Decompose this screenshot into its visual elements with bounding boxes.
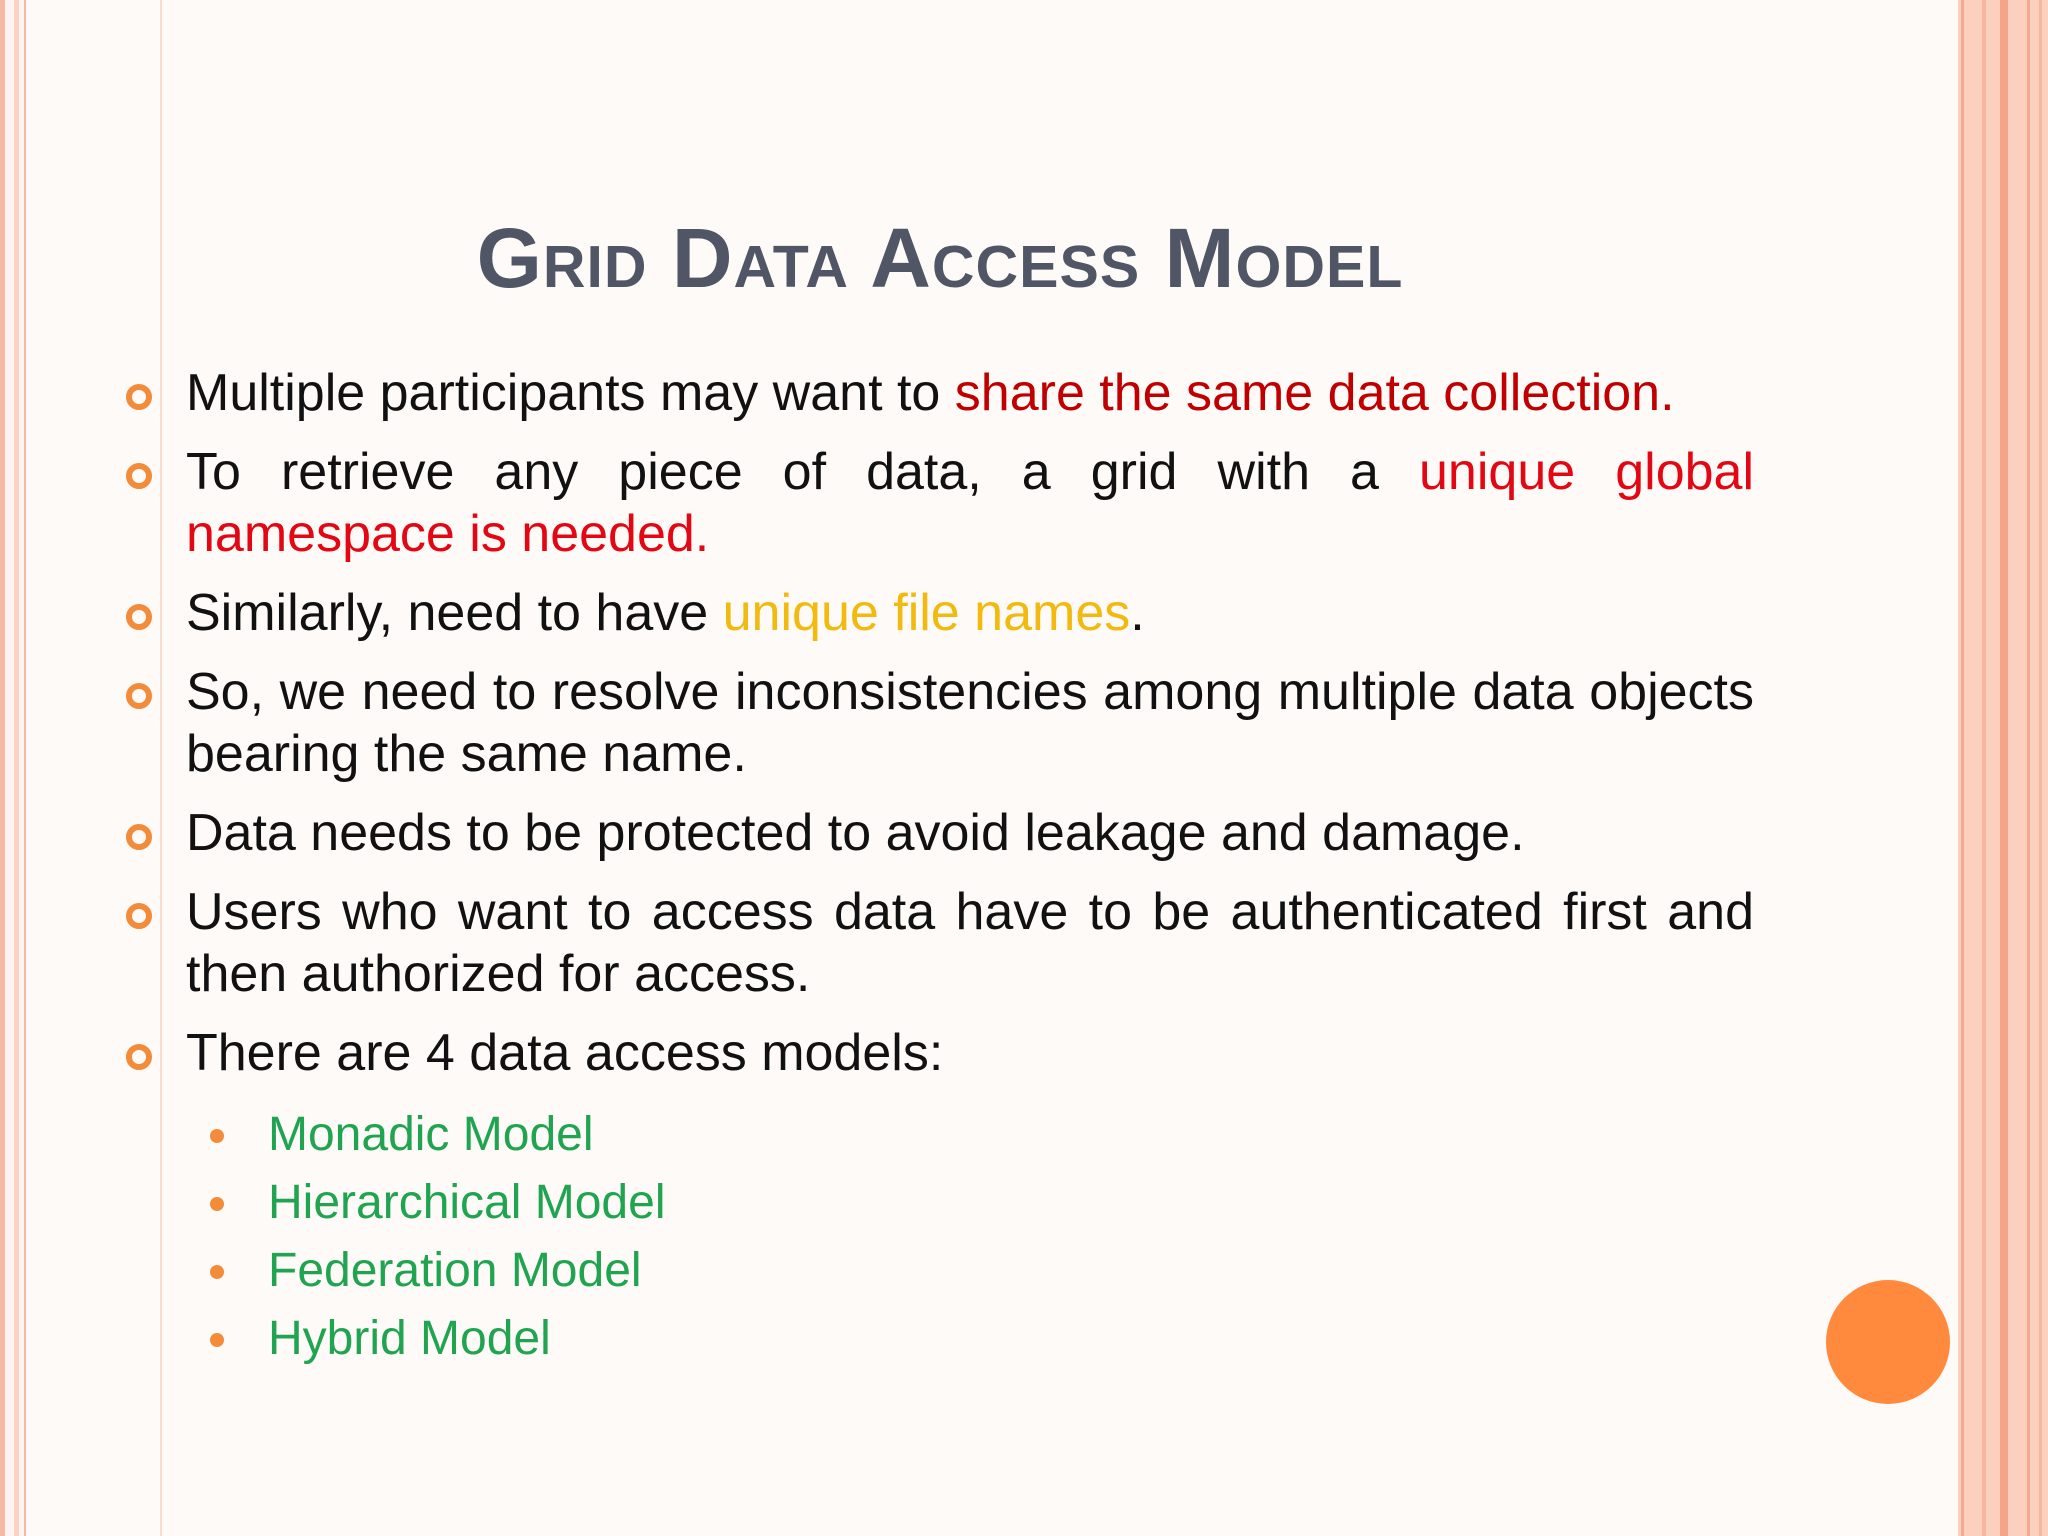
left-border-line: [14, 0, 19, 1536]
hollow-circle-icon: [126, 604, 152, 630]
hollow-circle-icon: [126, 463, 152, 489]
dot-icon: [210, 1265, 224, 1279]
hollow-circle-icon: [126, 683, 152, 709]
hollow-circle-icon: [126, 903, 152, 929]
orange-circle-decoration: [1826, 1280, 1950, 1404]
right-border-line: [1982, 0, 1986, 1536]
bullet-text: To retrieve any piece of data, a grid with a: [186, 443, 1420, 501]
hollow-circle-icon: [126, 1044, 152, 1070]
sub-list-item: [124, 1305, 1754, 1373]
bullet-text: .: [1130, 584, 1145, 642]
sub-item-label: Federation Model: [268, 1244, 642, 1297]
highlight-text: unique global namespace is needed.: [186, 443, 1755, 563]
bullet-text: Multiple participants may want to: [186, 364, 955, 422]
right-border-line: [2027, 0, 2030, 1536]
bullet-text: Similarly, need to have: [186, 584, 723, 642]
right-border-line: [2000, 0, 2008, 1536]
bullet-item: [124, 441, 1754, 565]
sub-item-label: Monadic Model: [268, 1108, 594, 1161]
bullet-item: [124, 1022, 1754, 1084]
sub-item-label: Hybrid Model: [268, 1312, 551, 1365]
dot-icon: [210, 1333, 224, 1347]
sub-list-item: [124, 1169, 1754, 1237]
right-border-line: [2039, 0, 2042, 1536]
bullet-item: [124, 802, 1754, 864]
right-border-line: [1961, 0, 1964, 1536]
bullet-item: [124, 661, 1754, 785]
dot-icon: [210, 1129, 224, 1143]
slide-title: Grid Data Access Model: [476, 211, 1404, 305]
bullet-text: Data needs to be protected to avoid leakage and damage.: [186, 804, 1525, 862]
bullet-item: [124, 881, 1754, 1005]
right-border: [1958, 0, 2048, 1536]
hollow-circle-icon: [126, 384, 152, 410]
hollow-circle-icon: [126, 824, 152, 850]
sub-item-label: Hierarchical Model: [268, 1176, 666, 1229]
sub-list-item: [124, 1237, 1754, 1305]
bullet-item: [124, 582, 1754, 644]
highlight-text: unique file names: [722, 584, 1131, 642]
sub-bullet-list: [124, 1101, 1754, 1373]
bullet-item: [124, 362, 1754, 424]
bullet-list: [124, 362, 1754, 1373]
left-border-line: [0, 0, 5, 1536]
bullet-text: So, we need to resolve inconsistencies among multiple data objects bearing the same name.: [186, 663, 1754, 783]
dot-icon: [210, 1197, 224, 1211]
bullet-text: There are 4 data access models:: [186, 1024, 944, 1082]
highlight-text: share the same data collection.: [954, 364, 1675, 422]
sub-list-item: [124, 1101, 1754, 1169]
bullet-text: Users who want to access data have to be authenticated first and then authorized for access.: [186, 883, 1754, 1003]
